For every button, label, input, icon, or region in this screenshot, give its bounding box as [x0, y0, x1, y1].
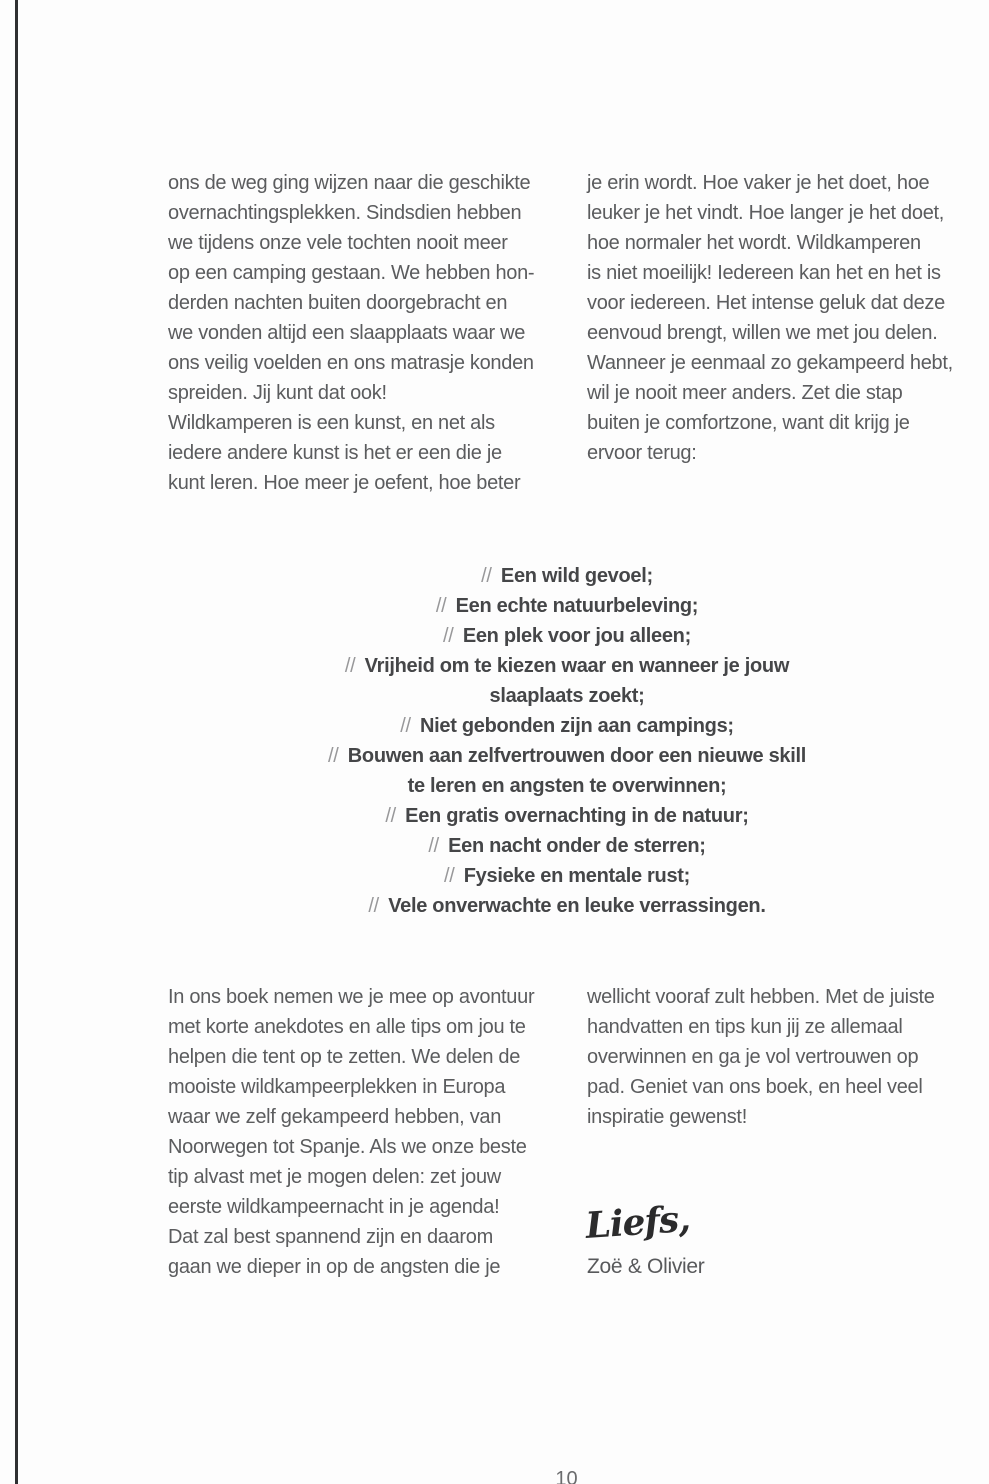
text-line: wil je nooit meer anders. Zet die stap — [587, 382, 903, 404]
benefit-line: // Een echte natuurbeleving; — [435, 595, 699, 617]
text-line: Dat zal best spannend zijn en daarom — [168, 1226, 493, 1248]
outro-right-text — [587, 982, 968, 1132]
text-line: spreiden. Jij kunt dat ook! — [168, 382, 387, 404]
text-line: overwinnen en ga je vol vertrouwen op — [587, 1046, 919, 1068]
left-edge-rule — [15, 0, 18, 1484]
slash-marker: // — [328, 745, 339, 767]
text-line: op een camping gestaan. We hebben hon- — [168, 262, 535, 284]
text-line: kunt leren. Hoe meer je oefent, hoe beter — [168, 472, 521, 494]
slash-marker: // — [368, 895, 379, 917]
slash-marker: // — [344, 655, 356, 677]
benefit-line: slaaplaats zoekt; — [489, 685, 645, 707]
text-line: waar we zelf gekampeerd hebben, van — [168, 1106, 502, 1128]
page-number: 10 — [555, 1468, 578, 1484]
benefit-line: // Bouwen aan zelfvertrouwen door een nieuwe skill — [328, 745, 806, 767]
benefit-line: // Een gratis overnachting in de natuur; — [385, 805, 749, 827]
slash-marker: // — [385, 805, 396, 827]
text-line: voor iedereen. Het intense geluk dat deze — [587, 292, 945, 314]
text-line: wellicht vooraf zult hebben. Met de juiste — [587, 986, 935, 1008]
text-line: handvatten en tips kun jij ze allemaal — [587, 1016, 903, 1038]
benefit-line: // Een wild gevoel; — [481, 565, 653, 587]
text-line: met korte anekdotes en alle tips om jou te — [168, 1016, 526, 1038]
benefit-line: // Vrijheid om te kiezen waar en wanneer je jouw — [344, 655, 790, 677]
benefit-line: // Een plek voor jou alleen; — [443, 625, 691, 647]
text-line: iedere andere kunst is het er een die je — [168, 442, 502, 464]
text-line: derden nachten buiten doorgebracht en — [168, 292, 508, 314]
text-line: eerste wildkampeernacht in je agenda! — [168, 1196, 500, 1218]
slash-marker: // — [481, 565, 492, 587]
benefit-line: // Vele onverwachte en leuke verrassingen. — [368, 895, 766, 917]
outro-section — [168, 982, 968, 1282]
text-line: ons veilig voelden en ons matrasje konden — [168, 352, 534, 374]
text-line: leuker je het vindt. Hoe langer je het doet, — [587, 202, 945, 224]
text-line: overnachtingsplekken. Sindsdien hebben — [168, 202, 522, 224]
text-line: inspiratie gewenst! — [587, 1106, 747, 1128]
slash-marker: // — [443, 625, 454, 647]
text-line: hoe normaler het wordt. Wildkamperen — [587, 232, 921, 254]
text-line: helpen die tent op te zetten. We delen de — [168, 1046, 521, 1068]
benefit-line: te leren en angsten te overwinnen; — [407, 775, 727, 797]
text-line: je erin wordt. Hoe vaker je het doet, hoe — [587, 172, 930, 194]
intro-right-column — [587, 168, 968, 498]
signature-names: Zoë & Olivier — [587, 1255, 705, 1278]
text-line: is niet moeilijk! Iedereen kan het en het is — [587, 262, 941, 284]
outro-left-column — [168, 982, 549, 1282]
slash-marker: // — [435, 595, 447, 617]
benefit-line: // Niet gebonden zijn aan campings; — [400, 715, 734, 737]
text-line: gaan we dieper in op de angsten die je — [168, 1256, 501, 1278]
text-line: Wanneer je eenmaal zo gekampeerd hebt, — [587, 352, 953, 374]
benefit-line: // Fysieke en mentale rust; — [443, 865, 690, 887]
text-line: pad. Geniet van ons boek, en heel veel — [587, 1076, 923, 1098]
text-line: we tijdens onze vele tochten nooit meer — [168, 232, 508, 254]
outro-right-column — [584, 982, 968, 1282]
text-line: In ons boek nemen we je mee op avontuur — [168, 986, 535, 1008]
benefits-list — [148, 561, 986, 921]
slash-marker: // — [400, 715, 411, 737]
text-line: ons de weg ging wijzen naar die geschikte — [168, 172, 531, 194]
intro-section — [168, 168, 968, 498]
benefit-line: // Een nacht onder de sterren; — [428, 835, 706, 857]
text-line: buiten je comfortzone, want dit krijg je — [587, 412, 910, 434]
text-line: we vonden altijd een slaapplaats waar we — [168, 322, 526, 344]
slash-marker: // — [443, 865, 455, 887]
text-line: ervoor terug: — [587, 442, 697, 464]
intro-left-column — [168, 168, 549, 498]
text-line: mooiste wildkampeerplekken in Europa — [168, 1076, 506, 1098]
signature-closing: Liefs, — [584, 1197, 692, 1247]
text-line: Wildkamperen is een kunst, en net als — [168, 412, 495, 434]
text-line: tip alvast met je mogen delen: zet jouw — [168, 1166, 501, 1188]
signature-block — [584, 1197, 968, 1282]
text-line: Noorwegen tot Spanje. Als we onze beste — [168, 1136, 527, 1158]
text-line: eenvoud brengt, willen we met jou delen. — [587, 322, 938, 344]
slash-marker: // — [428, 835, 439, 857]
